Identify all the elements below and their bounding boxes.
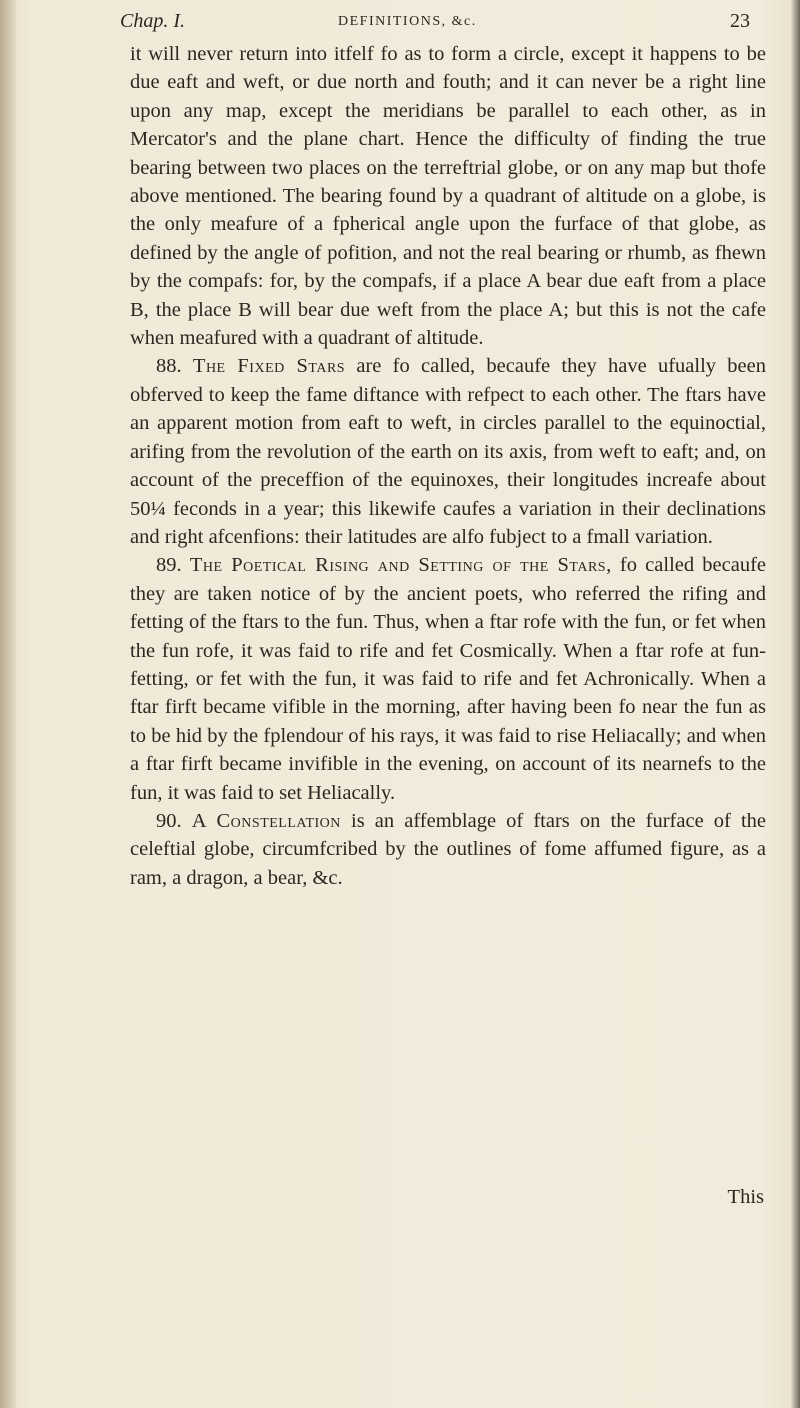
running-header [120,8,750,38]
paragraph-heading: A Constellation [191,809,341,832]
catchword: This [727,1186,764,1208]
paragraph-number: 88. [156,355,182,378]
paragraph-continued [130,40,766,352]
paragraph-90 [130,807,766,892]
paragraph-text: are fo called, becaufe they have ufually been obferved to keep the fame diftance with refpect to each other. The ftars have an apparent motion from eaft to weft, in circles parallel to the equinoctial, arifing from the revolution of the earth on its axis, from weft to eaft; and, on account of the preceffion of the equinoxes, their longitudes increafe about 50¼ feconds in a year; this likewife caufes a variation in their declinations and right afcenfions: their latitudes are alfo fubject to a fmall variation. [130,355,767,548]
paragraph-text: fo called becaufe they are taken notice of by the ancient poets, who referred the rifing and fetting of the ftars to the fun. Thus, when a ftar rofe with the fun, or fet when the fun rofe, it was faid to rife and fet Cosmically. When a ftar rofe at fun-fetting, or fet with the fun, it was faid to rife and fet Achronically. When a ftar firft became vifible in the morning, after having been fo near the fun as to be hid by the fplendour of his rays, it was faid to rise Heliacally; and when a ftar firft became invifible in the evening, on account of its nearnefs to the fun, it was faid to set Heliacally. [130,554,767,804]
chapter-label: Chap. I. [120,10,185,32]
page-edge-shadow [790,0,800,1408]
paragraph-number: 89. [156,554,182,577]
paragraph-89 [130,551,766,807]
paragraph-88 [130,352,766,551]
page-number: 23 [730,10,750,32]
paragraph-text: it will never return into itfelf fo as to form a circle, except it happens to be due eaft and weft, or due north and fouth; and it can never be a right line upon any map, except the meridians be parallel to each other, as in Mercator's and the plane chart. Hence the difficulty of finding the true bearing between two places on the terreftrial globe, or on any map but thofe above mentioned. The bearing found by a quadrant of altitude on a globe, is the only meafure of a fpherical angle upon the furface of that globe, as defined by the angle of pofition, and not the real bearing or rhumb, as fhewn by the compafs: for, by the compafs, if a place A bear due eaft from a place B, the place B will bear due weft from the place A; but this is not the cafe when meafured with a quadrant of altitude. [130,43,766,350]
paragraph-heading: The Fixed Stars [192,355,346,378]
page-gutter-shadow [0,0,16,1408]
paragraph-heading: The Poetical Rising and Setting of the Stars, [189,554,612,577]
paragraph-number: 90. [156,809,182,832]
running-title: DEFINITIONS, &c. [338,14,477,29]
paragraph-text: is an affemblage of ftars on the furface of the celeftial globe, circumfcribed by the outlines of fome affumed figure, as a ram, a dragon, a bear, &c. [130,809,767,889]
body-text [130,40,766,892]
